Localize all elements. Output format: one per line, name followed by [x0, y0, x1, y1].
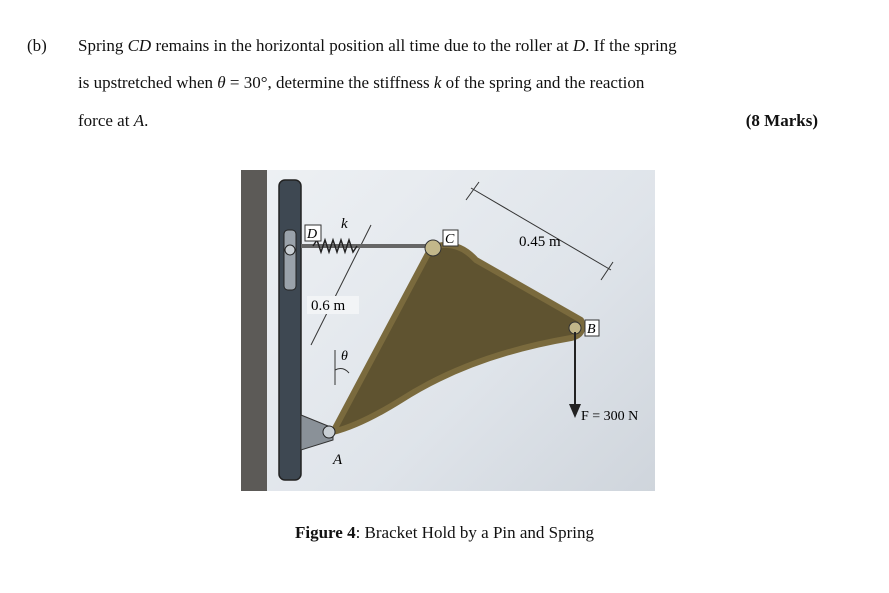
dim-line-cb	[471, 188, 611, 270]
text-span: of the spring and the reaction	[441, 73, 645, 92]
bracket-plate	[333, 245, 582, 432]
figure-photo	[241, 170, 655, 491]
question-line-2	[78, 73, 644, 93]
caption-title: Figure 4	[294, 523, 356, 542]
figure-caption	[0, 523, 889, 543]
question-line-3	[78, 111, 148, 131]
roller-icon	[285, 245, 295, 255]
math-a: A	[133, 111, 145, 130]
label-a: A	[333, 452, 343, 468]
math-d: D	[572, 36, 586, 55]
math-k: k	[433, 73, 442, 92]
pin-c-icon	[425, 240, 441, 256]
math-theta: θ	[217, 73, 226, 92]
label-k: k	[341, 216, 348, 232]
text-span: remains in the horizontal position all time due to the roller at	[151, 36, 573, 55]
theta-arc-icon	[335, 369, 349, 373]
text-span: . If the spring	[585, 36, 677, 55]
pin-a-icon	[323, 426, 335, 438]
label-b: B	[587, 322, 596, 337]
question-line-1	[78, 36, 677, 56]
text-span: is upstretched when	[78, 73, 218, 92]
text-span: = 30°, determine the stiffness	[225, 73, 434, 92]
force-arrow-head-icon	[569, 404, 581, 418]
text-span: .	[144, 111, 149, 130]
wall-support	[279, 180, 301, 480]
wall-shadow	[241, 170, 267, 491]
caption-text: : Bracket Hold by a Pin and Spring	[355, 523, 595, 542]
text-span: force at	[78, 111, 134, 130]
math-cd: CD	[127, 36, 152, 55]
label-d: D	[307, 227, 318, 242]
marks-label: (8 Marks)	[745, 111, 818, 130]
label-theta: θ	[341, 349, 348, 364]
label-dim-cb: 0.45 m	[519, 234, 561, 250]
spring-coil-icon	[313, 240, 357, 252]
label-c: C	[445, 232, 455, 247]
text-span: Spring	[78, 36, 128, 55]
bracket-diagram	[241, 170, 655, 491]
roller-slot	[284, 230, 296, 290]
label-force: F = 300 N	[581, 409, 639, 424]
question-label: (b)	[27, 36, 47, 55]
label-dim-vertical: 0.6 m	[311, 298, 346, 314]
dim-line-vertical	[311, 225, 371, 345]
